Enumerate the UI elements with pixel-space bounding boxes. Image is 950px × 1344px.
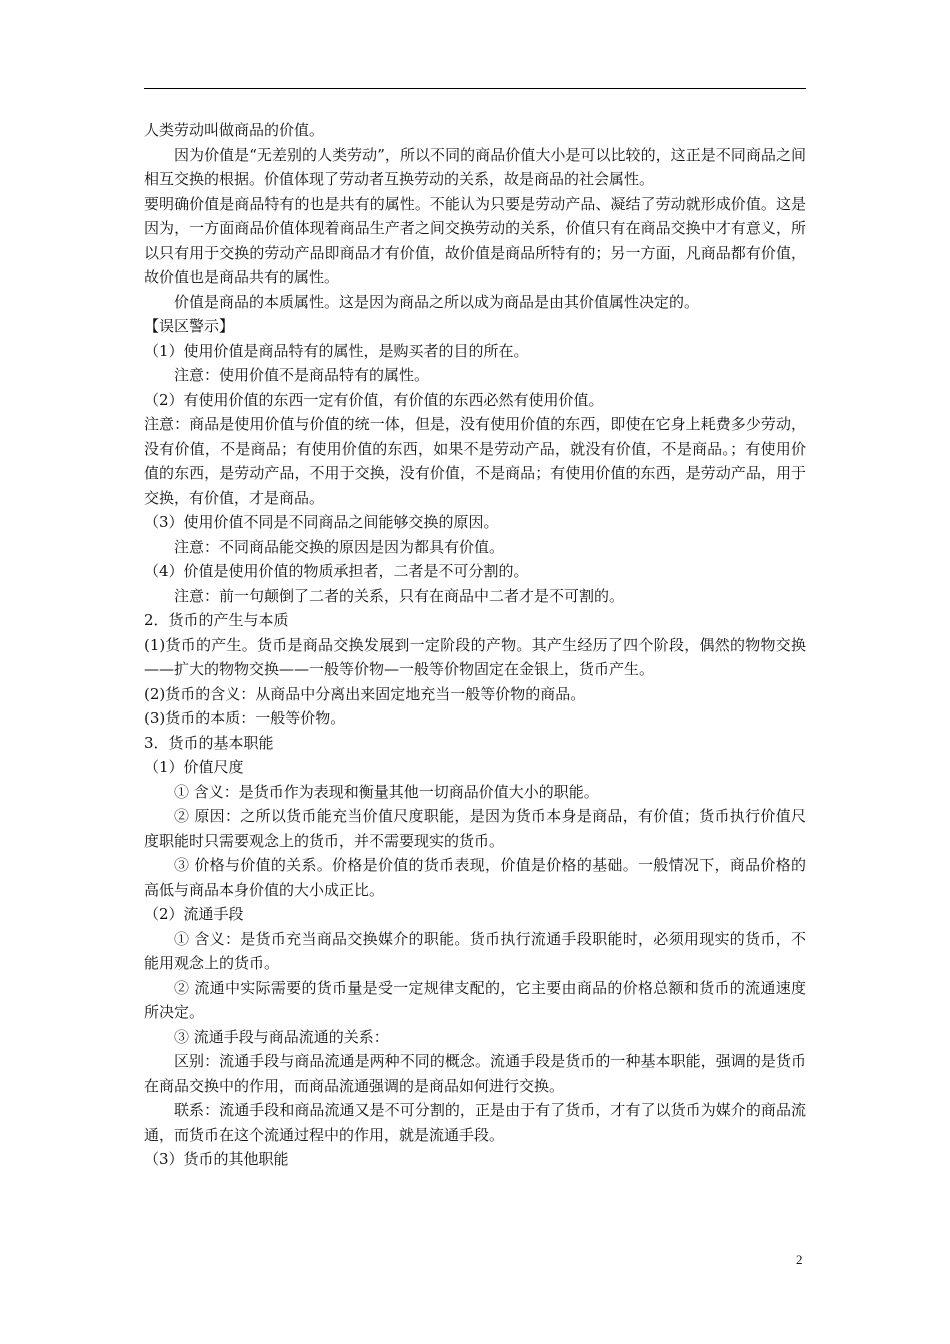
paragraph: 联系：流通手段和商品流通又是不可分割的，正是由于有了货币，才有了以货币为媒介的商品流通，而货币在这个流通过程中的作用，就是流通手段。 xyxy=(144,1101,806,1144)
paragraph: (1)货币的产生。货币是商品交换发展到一定阶段的产物。其产生经历了四个阶段，偶然的物物交换——扩大的物物交换——一般等价物—一般等价物固定在金银上，货币产生。 xyxy=(144,635,806,678)
subsection-heading: （3）货币的其他职能 xyxy=(144,1150,289,1168)
paragraph: ③ 流通手段与商品流通的关系： xyxy=(174,1027,389,1046)
paragraph: ② 原因：之所以货币能充当价值尺度职能，是因为货币本身是商品，有价值；货币执行价值尺度职能时只需要观念上的货币，并不需要现实的货币。 xyxy=(144,807,806,850)
paragraph: （1）使用价值是商品特有的属性，是购买者的目的所在。 xyxy=(144,341,529,360)
paragraph: （3）使用价值不同是不同商品之间能够交换的原因。 xyxy=(144,513,499,531)
paragraph: 人类劳动叫做商品的价值。 xyxy=(144,121,325,139)
paragraph: 价值是商品的本质属性。这是因为商品之所以成为商品是由其价值属性决定的。 xyxy=(174,292,700,311)
body-text xyxy=(144,118,806,1172)
paragraph: ② 流通中实际需要的货币量是受一定规律支配的，它主要由商品的价格总额和货币的流通速度所决定。 xyxy=(144,978,806,1021)
paragraph: （2）有使用价值的东西一定有价值，有价值的东西必然有使用价值。 xyxy=(144,390,604,409)
paragraph: ① 含义：是货币充当商品交换媒介的职能。货币执行流通手段职能时，必须用现实的货币，不能用观念上的货币。 xyxy=(144,929,806,972)
paragraph: 注意：前一句颠倒了二者的关系，只有在商品中二者才是不可割的。 xyxy=(174,586,625,605)
section-heading: 【误区警示】 xyxy=(144,317,235,335)
section-heading: 3．货币的基本职能 xyxy=(144,733,274,752)
section-heading: 2．货币的产生与本质 xyxy=(144,611,289,629)
paragraph: （4）价值是使用价值的物质承担者，二者是不可分割的。 xyxy=(144,562,529,580)
paragraph: 要明确价值是商品特有的也是共有的属性。不能认为只要是劳动产品、凝结了劳动就形成价值。这是因为，一方面商品价值体现着商品生产者之间交换劳动的关系，价值只有在商品交换中才有意义，所以只有用于交换的劳动产品即商品才有价值，故价值是商品所特有的；另一方面，凡商品都有价值，故价值也是商品共有的属性。 xyxy=(144,194,806,286)
header-rule xyxy=(144,88,806,89)
paragraph: ③ 价格与价值的关系。价格是价值的货币表现，价值是价格的基础。一般情况下，商品价格的高低与商品本身价值的大小成正比。 xyxy=(144,856,806,899)
page-number: 2 xyxy=(796,1252,803,1267)
paragraph: (2)货币的含义：从商品中分离出来固定地充当一般等价物的商品。 xyxy=(144,684,586,703)
subsection-heading: （1）价值尺度 xyxy=(144,758,244,776)
paragraph: 注意：使用价值不是商品特有的属性。 xyxy=(174,366,430,384)
paragraph: (3)货币的本质：一般等价物。 xyxy=(144,709,346,727)
subsection-heading: （2）流通手段 xyxy=(144,905,244,923)
paragraph: 区别：流通手段与商品流通是两种不同的概念。流通手段是货币的一种基本职能，强调的是货币在商品交换中的作用，而商品流通强调的是商品如何进行交换。 xyxy=(144,1052,806,1095)
paragraph: 注意：不同商品能交换的原因是因为都具有价值。 xyxy=(174,537,505,556)
paragraph: ① 含义：是货币作为表现和衡量其他一切商品价值大小的职能。 xyxy=(174,782,599,801)
paragraph: 注意：商品是使用价值与价值的统一体，但是，没有使用价值的东西，即使在它身上耗费多少劳动，没有价值，不是商品；有使用价值的东西，如果不是劳动产品，就没有价值，不是商品。；有使用价值的东西，是劳动产品，不用于交换，没有价值，不是商品；有使用价值的东西，是劳动产品，用于交换，有价值，才是商品。 xyxy=(144,415,806,507)
paragraph: 因为价值是“无差别的人类劳动”，所以不同的商品价值大小是可以比较的，这正是不同商品之间相互交换的根据。价值体现了劳动者互换劳动的关系，故是商品的社会属性。 xyxy=(144,145,806,188)
